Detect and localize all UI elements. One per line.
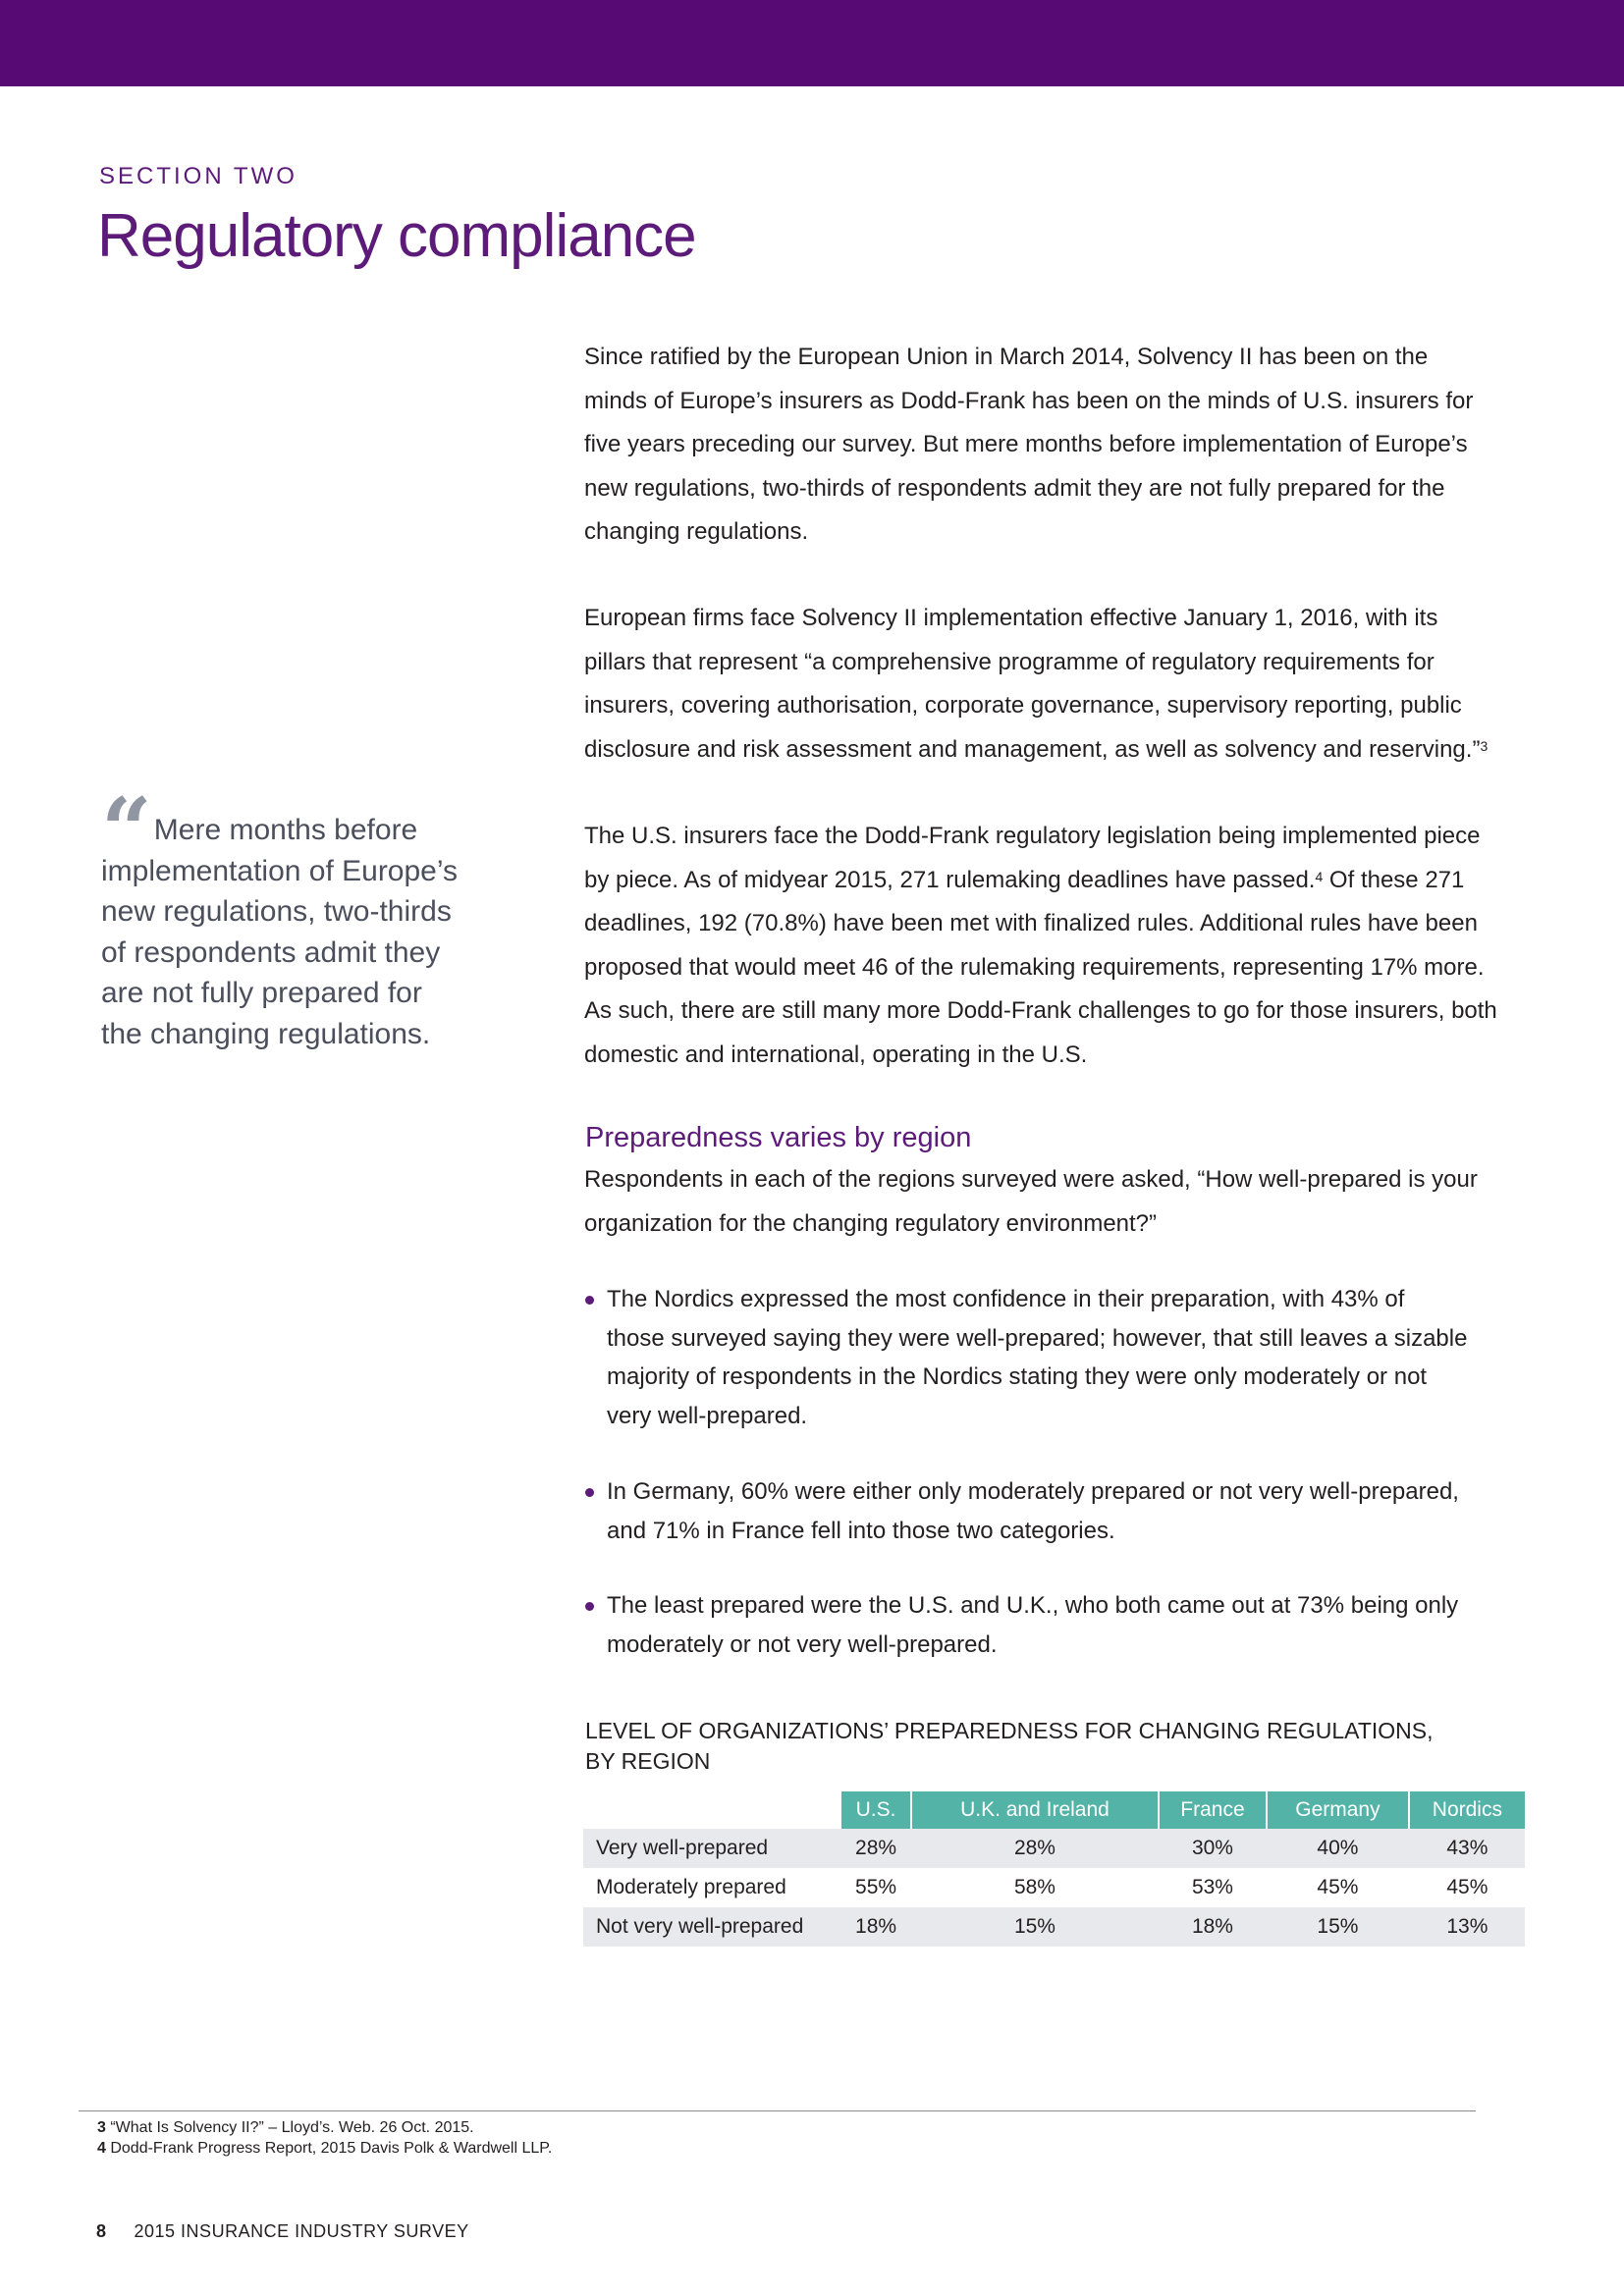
page-number: 8	[96, 2221, 107, 2241]
table-header-row	[583, 1791, 1525, 1829]
footnote-number: 3	[97, 2119, 106, 2136]
bullet-line: and 71% in France fell into those two categories.	[607, 1517, 1115, 1544]
bullet-line: those surveyed saying they were well-prepared; however, that still leaves a sizable	[607, 1324, 1468, 1352]
quote-mark-icon: “	[101, 778, 146, 882]
top-color-bar	[0, 0, 1624, 86]
bullet-list	[585, 1280, 1528, 1435]
column-header: Nordics	[1409, 1791, 1525, 1829]
table-cell: 15%	[911, 1907, 1159, 1947]
column-header: Germany	[1267, 1791, 1409, 1829]
bullet-line: very well-prepared.	[607, 1402, 808, 1429]
paragraph-line: As such, there are still many more Dodd-Frank challenges to go for those insurers, both	[584, 997, 1497, 1024]
paragraph-line: new regulations, two-thirds of respondents admit they are not fully prepared for the	[584, 474, 1445, 502]
pull-quote-text: Mere months before	[153, 814, 418, 846]
paragraph-line: proposed that would meet 46 of the rulemaking requirements, representing 17% more.	[584, 953, 1485, 981]
paragraph-text: Of these 271	[1323, 866, 1465, 893]
column-header: France	[1159, 1791, 1267, 1829]
pull-quote	[101, 778, 514, 1054]
bullet-list	[585, 1586, 1528, 1664]
table-cell: 45%	[1409, 1868, 1525, 1907]
preparedness-table	[582, 1791, 1525, 1947]
table-cell: 18%	[840, 1907, 911, 1947]
paragraph-line: Respondents in each of the regions surveyed were asked, “How well-prepared is your	[584, 1166, 1478, 1193]
paragraph-line: The U.S. insurers face the Dodd-Frank regulatory legislation being implemented piece	[584, 823, 1481, 849]
bullet-line: In Germany, 60% were either only moderately prepared or not very well-prepared,	[607, 1478, 1459, 1505]
footnote-divider	[79, 2110, 1476, 2111]
table-cell: 18%	[1159, 1907, 1267, 1947]
table-cell: 13%	[1409, 1907, 1525, 1947]
pull-quote-line: the changing regulations.	[101, 1017, 431, 1050]
bullet-line: majority of respondents in the Nordics stating they were only moderately or not	[607, 1363, 1428, 1390]
pull-quote-line: of respondents admit they	[101, 935, 441, 969]
footnote	[97, 2117, 552, 2138]
table-title	[585, 1716, 1528, 1777]
table-title-line: LEVEL OF ORGANIZATIONS’ PREPAREDNESS FOR CHANGING REGULATIONS,	[585, 1718, 1434, 1743]
paragraph-line: deadlines, 192 (70.8%) have been met with finalized rules. Additional rules have been	[584, 910, 1478, 936]
table-cell: 15%	[1267, 1907, 1409, 1947]
table-corner-cell	[583, 1791, 840, 1829]
footnote-ref: 4	[1315, 868, 1324, 884]
bullet-dot-icon	[585, 1296, 594, 1305]
table-cell: 28%	[840, 1829, 911, 1868]
table-row	[583, 1907, 1525, 1947]
table-row	[583, 1868, 1525, 1907]
paragraph-line: domestic and international, operating in the U.S.	[584, 1041, 1088, 1068]
table-cell: 43%	[1409, 1829, 1525, 1868]
pull-quote-line: implementation of Europe’s	[101, 854, 458, 887]
dodd-frank-paragraph	[584, 815, 1527, 1077]
pull-quote-line: are not fully prepared for	[101, 977, 422, 1009]
bullet-line: The least prepared were the U.S. and U.K., who both came out at 73% being only	[607, 1592, 1459, 1619]
bullet-item	[585, 1280, 1528, 1435]
paragraph-line: changing regulations.	[584, 518, 809, 545]
row-label: Not very well-prepared	[583, 1907, 840, 1947]
paragraph-text: by piece. As of midyear 2015, 271 rulemaking deadlines have passed.	[584, 866, 1316, 893]
paragraph-line	[584, 728, 1527, 773]
table-cell: 45%	[1267, 1868, 1409, 1907]
paragraph-line: insurers, covering authorisation, corporate governance, supervisory reporting, public	[584, 692, 1462, 719]
footnote-text: Dodd-Frank Progress Report, 2015 Davis Polk & Wardwell LLP.	[105, 2140, 553, 2157]
footnote-text: “What Is Solvency II?” – Lloyd’s. Web. 26 Oct. 2015.	[105, 2119, 474, 2136]
paragraph-line: Since ratified by the European Union in March 2014, Solvency II has been on the	[584, 344, 1429, 370]
paragraph-line: five years preceding our survey. But mere months before implementation of Europe’s	[584, 431, 1468, 457]
publication-name: 2015 INSURANCE INDUSTRY SURVEY	[134, 2221, 469, 2241]
table-row	[583, 1829, 1525, 1868]
region-intro	[584, 1158, 1527, 1246]
bullet-line: The Nordics expressed the most confidence in their preparation, with 43% of	[607, 1286, 1405, 1312]
bullet-item	[585, 1472, 1528, 1550]
column-header: U.S.	[840, 1791, 911, 1829]
row-label: Moderately prepared	[583, 1868, 840, 1907]
paragraph-text: disclosure and risk assessment and management, as well as solvency and reserving.”	[584, 735, 1481, 763]
paragraph-line: pillars that represent “a comprehensive programme of regulatory requirements for	[584, 648, 1435, 675]
paragraph-line: minds of Europe’s insurers as Dodd-Frank has been on the minds of U.S. insurers for	[584, 387, 1474, 414]
bullet-line: moderately or not very well-prepared.	[607, 1630, 998, 1658]
table-cell: 58%	[911, 1868, 1159, 1907]
page-footer	[96, 2221, 469, 2242]
footnote-ref: 3	[1480, 737, 1489, 754]
intro-paragraph	[584, 336, 1527, 555]
table-cell: 28%	[911, 1829, 1159, 1868]
table-cell: 30%	[1159, 1829, 1267, 1868]
table-cell: 40%	[1267, 1829, 1409, 1868]
table-cell: 53%	[1159, 1868, 1267, 1907]
solvency-paragraph	[584, 597, 1527, 772]
paragraph-line: organization for the changing regulatory environment?”	[584, 1209, 1158, 1237]
paragraph-line	[584, 859, 1527, 903]
footnote-number: 4	[97, 2140, 106, 2157]
footnotes	[97, 2117, 552, 2159]
bullet-list	[585, 1472, 1528, 1550]
bullet-item	[585, 1586, 1528, 1664]
section-subheading: Preparedness varies by region	[585, 1122, 972, 1153]
footnote	[97, 2138, 552, 2159]
table-cell: 55%	[840, 1868, 911, 1907]
paragraph-line: European firms face Solvency II implementation effective January 1, 2016, with its	[584, 605, 1438, 631]
page-title: Regulatory compliance	[97, 202, 696, 270]
section-kicker: SECTION TWO	[99, 163, 298, 189]
column-header: U.K. and Ireland	[911, 1791, 1159, 1829]
pull-quote-line: new regulations, two-thirds	[101, 895, 452, 928]
row-label: Very well-prepared	[583, 1829, 840, 1868]
bullet-dot-icon	[585, 1602, 594, 1611]
table-title-line: BY REGION	[585, 1748, 711, 1774]
bullet-dot-icon	[585, 1488, 594, 1497]
